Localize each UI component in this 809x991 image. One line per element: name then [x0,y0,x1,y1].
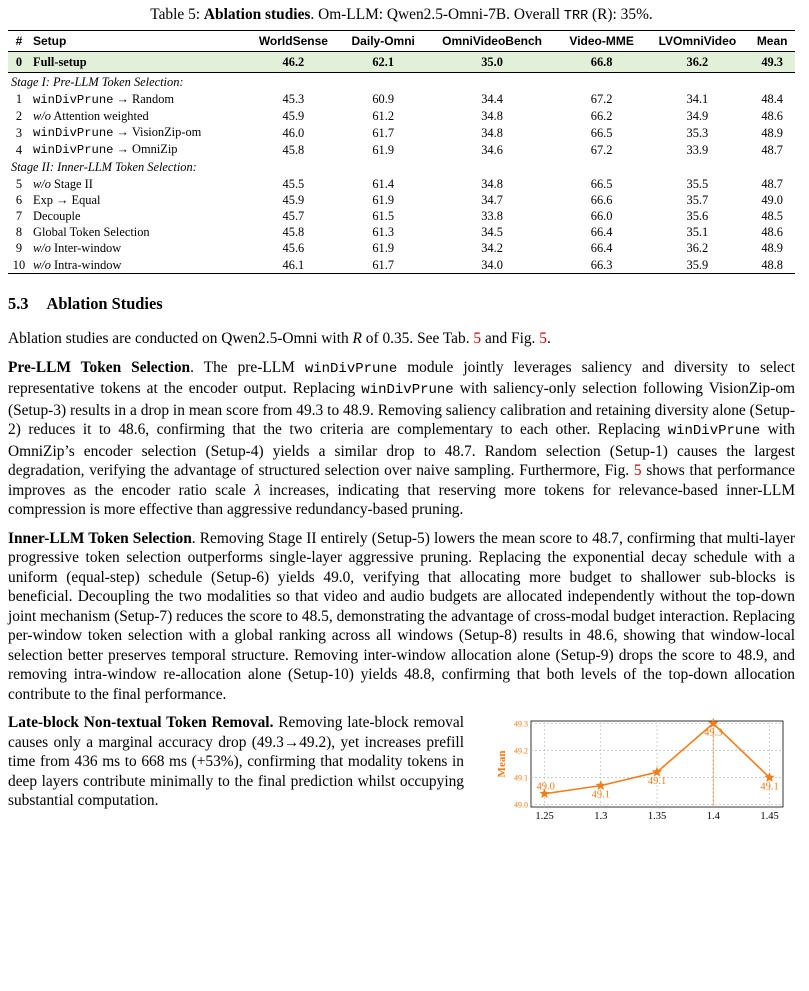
row-value: 49.0 [761,192,783,207]
row-index: 4 [15,142,23,157]
x-tick-label: 1.35 [647,811,667,823]
row-value: 61.9 [372,192,395,207]
row-value: 34.0 [426,257,558,274]
table-row [8,240,795,256]
table-row [8,224,795,240]
caption-rest: . Om-LLM: Qwen2.5-Omni-7B. Overall [310,6,564,23]
row-setup: w/o Inter-window [33,241,122,256]
row-index: 10 [8,257,30,274]
row-value: 61.9 [372,142,395,157]
row-value: 36.2 [686,241,709,256]
table-stage-label [8,158,795,175]
late-block-heading: Late-block Non-textual Token Removal. [8,714,274,732]
row-value: 67.2 [590,92,613,107]
row-index: 6 [15,192,23,207]
figure-ref-link[interactable]: 5 [633,462,642,480]
row-value: 34.8 [481,176,503,191]
row-value: 66.3 [558,257,646,274]
row-value: 34.2 [481,241,503,256]
row-value: 45.3 [282,92,305,107]
row-setup: winDivPrune → Random [33,91,175,107]
row-value: 36.2 [686,55,709,70]
row-setup: w/o Stage II [33,176,93,191]
figure-ref-link[interactable]: 5 [539,330,547,348]
table-header-row [8,31,795,52]
section-number: 5.3 [8,293,29,313]
row-value: 60.9 [372,92,395,107]
row-value: 66.5 [590,125,613,140]
row-value: 48.7 [761,176,783,191]
data-point-star [596,781,606,790]
y-tick-label: 49.0 [514,800,528,810]
row-value: 48.9 [761,241,783,256]
row-value: 61.7 [372,125,395,140]
data-label: 49.1 [760,781,779,793]
row-setup: w/o Intra-window [30,257,247,274]
ablation-table [8,30,795,274]
row-value: 48.7 [761,142,783,157]
row-value: 61.7 [340,257,426,274]
row-value: 48.6 [761,225,783,240]
column-header: Daily-Omni [351,34,415,48]
row-value: 35.9 [645,257,749,274]
row-value: 45.8 [282,225,305,240]
row-index: 8 [15,225,23,240]
row-setup: Full-setup [33,55,87,70]
row-value: 46.0 [282,125,305,140]
y-axis-label: Mean [496,750,508,778]
caption-r: (R): 35%. [588,6,653,23]
column-header: WorldSense [258,34,328,48]
y-tick-label: 49.3 [514,719,528,729]
row-value: 34.8 [481,108,503,123]
pre-llm-paragraph: Pre-LLM Token Selection. The pre-LLM winDivPrune module jointly leverages saliency and diversity to select representative tokens at the encoder output. Replacing winDivPrune with saliency-only selection following VisionZip-om (Setup-3) results in a drop in mean score from 49.3 to 48.9. Removing saliency calibration and retaining diversity alone (Setup-2) reduces it to 48.6, confirming that the two criteria are complementary to each other. Replacing winDivPrune with OmniZip’s encoder selection (Setup-4) yields a similar drop to 48.7. Random selection (Setup-1) causes the largest degradation, verifying the advantage of structured selection over naive sampling. Furthermore, Fig. 5 shows that performance improves as the encoder ratio scale λ increases, indicating that reserving more tokens for relevance-based inner-LLM compression is more effective than aggressive redundancy-based pruning. [8,358,796,519]
row-setup: winDivPrune → VisionZip-om [33,125,202,141]
row-value: 61.3 [372,225,395,240]
row-value: 33.9 [686,142,709,157]
row-setup: Exp → Equal [33,192,101,207]
line-chart-svg [491,715,795,827]
section-heading [8,294,795,314]
row-value: 49.3 [761,55,783,70]
row-index: 0 [15,55,23,70]
row-setup: winDivPrune → OmniZip [33,142,178,158]
intro-paragraph: Ablation studies are conducted on Qwen2.5-Omni with R of 0.35. See Tab. 5 and Fig. 5. [8,330,551,348]
x-tick-label: 1.25 [535,811,554,823]
row-value: 35.0 [481,55,503,70]
encoder-ratio-chart [491,715,795,827]
row-value: 35.6 [686,209,709,224]
row-value: 34.5 [481,225,503,240]
column-header: Video-MME [569,34,634,48]
row-value: 66.0 [590,209,613,224]
stage-label: Stage II: Inner-LLM Token Selection: [11,160,197,175]
pre-llm-heading: Pre-LLM Token Selection [8,358,191,376]
row-value: 45.9 [282,108,305,123]
data-label: 49.3 [704,727,723,739]
row-value: 48.9 [761,125,783,140]
x-tick-label: 1.3 [594,811,608,823]
row-value: 66.6 [590,192,613,207]
table-caption [8,0,795,27]
row-setup: w/o Attention weighted [33,108,149,123]
row-value: 35.5 [686,176,709,191]
table-row [8,176,795,192]
row-value: 61.4 [372,176,395,191]
table-row [8,257,795,274]
late-block-paragraph: Late-block Non-textual Token Removal. Removing late-block removal causes only a marginal accuracy drop (49.3→49.2), yet increases prefill time from 436 ms to 668 ms (+53%), confirming that modality tokens in deep layers contribute minimally to the final prediction whilst occupying substantial computation. [8,714,464,810]
row-index: 7 [15,209,23,224]
row-setup: Global Token Selection [33,225,150,240]
row-value: 48.6 [761,108,783,123]
row-value: 61.2 [372,108,395,123]
row-value: 34.8 [481,125,503,140]
row-index: 3 [15,125,23,140]
table-row-full-setup [8,52,795,73]
row-index: 2 [15,108,23,123]
row-value: 34.4 [481,92,503,107]
table-row [8,91,795,108]
row-value: 45.6 [282,241,305,256]
table-row [8,141,795,158]
data-label: 49.1 [647,776,667,788]
caption-bold: Ablation studies [203,6,311,23]
row-value: 35.1 [686,225,709,240]
inner-llm-heading: Inner-LLM Token Selection [8,529,192,547]
table-row [8,108,795,124]
data-label: 49.0 [536,782,555,794]
column-header: LVOmniVideo [658,34,737,48]
column-header: Setup [33,34,67,48]
y-tick-label: 49.2 [514,746,528,756]
inner-llm-paragraph: Inner-LLM Token Selection. Removing Stage II entirely (Setup-5) lowers the mean score to 48.7, confirming that multi-layer progressive token selection outperforms single-layer aggressive pruning. Replacing the exponential decay schedule with a uniform (equal-step) schedule (Setup-6) yields 49.0, verifying that allocating more budget to shallower sub-blocks is beneficial. Decoupling the two modalities so that video and audio budgets are allocated independently without the top-down joint mechanism (Setup-7) reduces the score to 48.5, demonstrating the advantage of cross-modal budget interaction. Replacing per-window token selection with a global ranking across all windows (Setup-8) results in 48.6, showing that window-local selection better preserves temporal structure. Removing inter-window allocation alone (Setup-9) drops the score to 48.9, and removing intra-window re-allocation alone (Setup-10) yields 48.8, confirming that both levels of the top-down allocation contribute to the final performance. [8,529,796,703]
row-value: 66.4 [590,241,613,256]
row-value: 45.7 [282,209,305,224]
section-title: Ablation Studies [46,293,163,313]
caption-trr: TRR [563,9,589,24]
column-header: Mean [756,34,788,48]
table-ref-link[interactable]: 5 [473,330,482,348]
row-index: 1 [15,92,23,107]
row-value: 66.2 [590,108,613,123]
row-value: 46.2 [282,55,305,70]
row-value: 35.7 [686,192,709,207]
table-row [8,124,795,141]
table-row [8,208,795,224]
row-value: 66.8 [590,55,613,70]
row-value: 66.5 [590,176,613,191]
caption-prefix: Table 5: [150,6,204,23]
row-value: 61.9 [372,241,395,256]
row-value: 46.1 [247,257,340,274]
row-value: 34.9 [686,108,709,123]
x-tick-label: 1.4 [706,811,720,823]
late-block-section [8,713,795,827]
row-value: 33.8 [481,209,503,224]
row-value: 62.1 [372,55,395,70]
row-index: 5 [15,176,23,191]
row-value: 48.8 [749,257,795,274]
row-index: 9 [15,241,23,256]
column-header: # [15,34,23,48]
column-header: OmniVideoBench [442,34,542,48]
row-value: 45.5 [282,176,305,191]
row-value: 35.3 [686,125,709,140]
row-value: 61.5 [372,209,395,224]
row-setup: Decouple [33,209,81,224]
table-stage-label [8,73,795,91]
y-tick-label: 49.1 [514,773,528,783]
row-value: 66.4 [590,225,613,240]
x-tick-label: 1.45 [760,811,779,823]
table-row [8,192,795,208]
data-label: 49.1 [591,789,610,801]
row-value: 67.2 [590,142,613,157]
row-value: 45.9 [282,192,305,207]
row-value: 34.6 [481,142,503,157]
row-value: 45.8 [282,142,305,157]
row-value: 34.7 [481,192,503,207]
row-value: 34.1 [686,92,709,107]
row-value: 48.5 [761,209,783,224]
stage-label: Stage I: Pre-LLM Token Selection: [8,73,795,91]
row-value: 48.4 [761,92,783,107]
